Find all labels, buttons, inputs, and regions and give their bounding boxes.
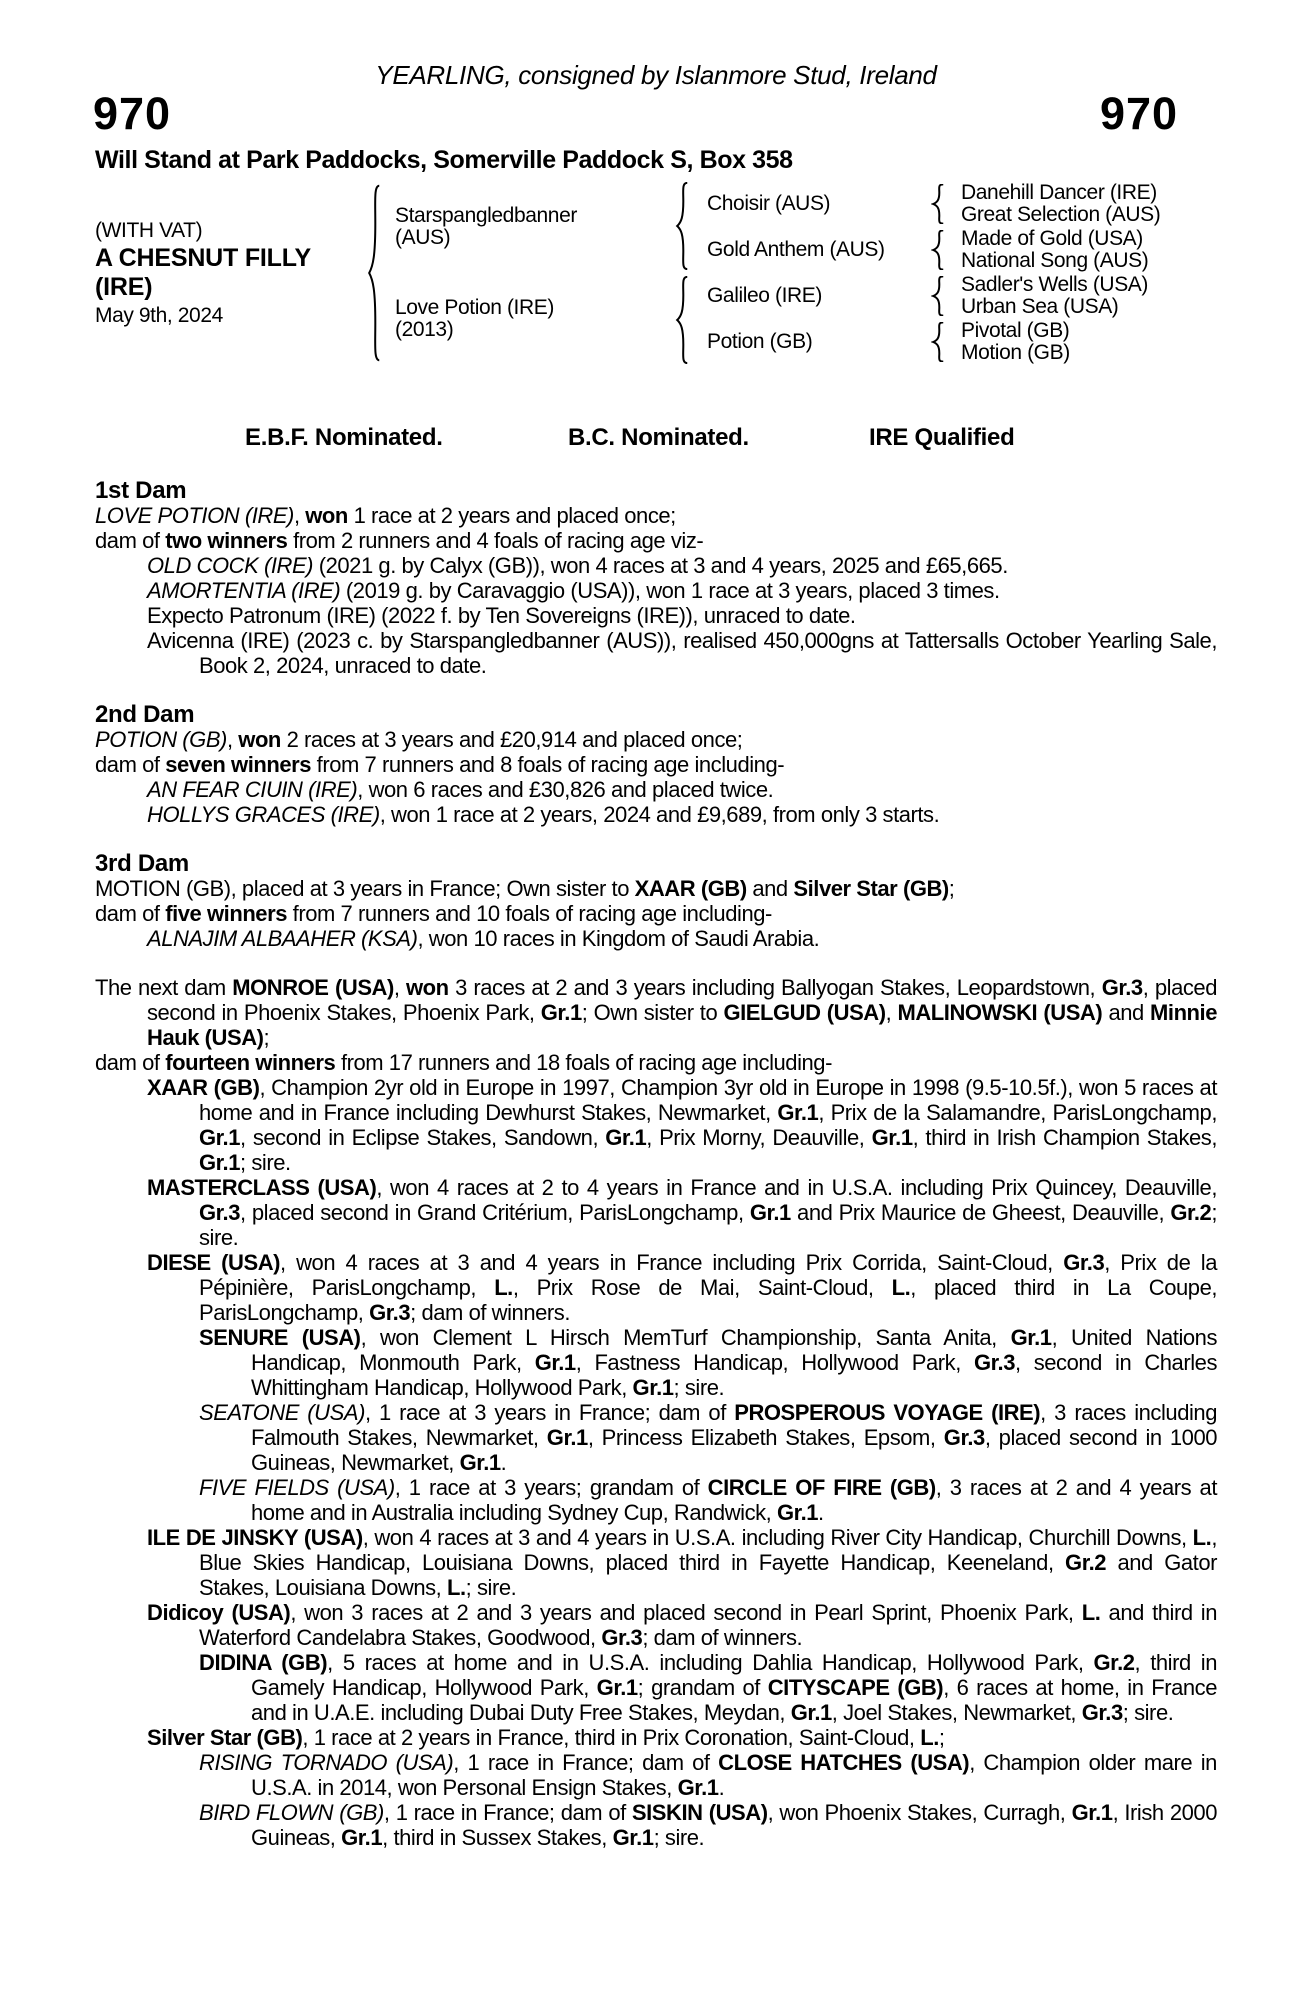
section-heading: 1st Dam (95, 477, 187, 504)
text-run: , third in Gamely Handicap, Hollywood Park, (251, 1650, 1217, 1700)
text-run: L. (1081, 1600, 1101, 1625)
text-run: , won 4 races at 3 and 4 years in U.S.A. including River City Handicap, Churchill Downs, (362, 1525, 1193, 1550)
text-run: Expecto Patronum (IRE) (2022 f. by Ten Sovereigns (IRE)), unraced to date. (147, 603, 856, 628)
text-run: BIRD FLOWN (GB) (199, 1800, 384, 1825)
foaling-date: May 9th, 2024 (95, 304, 223, 327)
text-run: Gr.2 (1093, 1650, 1135, 1675)
text-run: , second in Eclipse Stakes, Sandown, (240, 1125, 606, 1150)
pedigree-brace (675, 182, 689, 270)
text-run: . (500, 1450, 507, 1475)
text-run: and third in Waterford Candelabra Stakes, Goodwood, (199, 1600, 1217, 1650)
page-title: YEARLING, consigned by Islanmore Stud, Ireland (375, 60, 937, 90)
great-grandparent-name: National Song (AUS) (961, 249, 1149, 272)
pedigree-paragraph (147, 1600, 1217, 1650)
text-run: , 1 race at 3 years; grandam of (394, 1475, 708, 1500)
text-run: ; sire. (240, 1150, 291, 1175)
text-run: ; grandam of (637, 1675, 768, 1700)
text-run: , (293, 503, 306, 528)
sire-name: Starspangledbanner (395, 204, 577, 227)
text-run: , won Phoenix Stakes, Curragh, (767, 1800, 1072, 1825)
text-run: (2021 g. by Calyx (GB)), won 4 races at 3 and 4 years, 2025 and £65,665. (313, 553, 1008, 578)
text-run: Avicenna (IRE) (2023 c. by Starspangledbanner (AUS)), realised 450,000gns at Tattersalls October Yearling Sale, Book 2, 2024, unraced to date. (147, 628, 1217, 678)
vat-note: (WITH VAT) (95, 219, 203, 242)
text-run: 2 races at 3 years and £20,914 and placed once; (280, 727, 743, 752)
nominations-line (95, 424, 1217, 452)
text-run: GIELGUD (USA) (723, 1000, 886, 1025)
grandparent-cell (707, 274, 895, 318)
text-run: AMORTENTIA (IRE) (147, 578, 341, 603)
text-run: HOLLYS GRACES (IRE) (147, 802, 380, 827)
text-run: OLD COCK (IRE) (147, 553, 314, 578)
text-run: , 3 races including Falmouth Stakes, Newmarket, (251, 1400, 1217, 1450)
text-run: PROSPEROUS VOYAGE (IRE) (734, 1400, 1041, 1425)
pedigree-paragraph (199, 1475, 1217, 1525)
text-run: and (1102, 1000, 1151, 1025)
text-run: Gr.1 (534, 1350, 576, 1375)
pedigree-paragraph (147, 1075, 1217, 1175)
text-run: LOVE POTION (IRE) (95, 503, 294, 528)
text-run: , 6 races at home, in France and in U.A.E. including Dubai Duty Free Stakes, Meydan, (251, 1675, 1218, 1725)
text-run: Gr.1 (749, 1200, 791, 1225)
text-run: Gr.1 (459, 1450, 501, 1475)
great-grandparent-name: Pivotal (GB) (961, 319, 1070, 342)
text-run: POTION (GB) (95, 727, 227, 752)
text-run: The next dam (95, 975, 233, 1000)
text-run: ; Own sister to (581, 1000, 724, 1025)
pedigree-paragraph (147, 603, 1217, 628)
text-run: , (226, 727, 239, 752)
text-run: , won 3 races at 2 and 3 years and placed second in Pearl Sprint, Phoenix Park, (290, 1600, 1082, 1625)
pedigree-paragraph (95, 975, 1217, 1050)
text-run: dam of (95, 1050, 166, 1075)
text-run: SISKIN (USA) (631, 1800, 768, 1825)
great-grandparent-name: Danehill Dancer (IRE) (961, 181, 1157, 204)
text-run: ; sire. (199, 1200, 1217, 1250)
text-run: , placed third in La Coupe, ParisLongchamp, (199, 1275, 1218, 1325)
text-run: , placed second in Grand Critérium, ParisLongchamp, (240, 1200, 750, 1225)
text-run: CIRCLE OF FIRE (GB) (707, 1475, 936, 1500)
pedigree-paragraph (147, 1525, 1217, 1600)
text-run: Gr.3 (199, 1200, 241, 1225)
sire-cell (395, 182, 630, 272)
great-grandparent-name: Motion (GB) (961, 341, 1070, 364)
grandparent-name: Galileo (IRE) (707, 284, 822, 307)
text-run: dam of (95, 901, 166, 926)
text-run: won (305, 503, 348, 528)
pedigree-text (95, 478, 1217, 1874)
pedigree-brace (931, 276, 945, 316)
pedigree-brace (931, 184, 945, 224)
text-run: , won Clement L Hirsch MemTurf Championship, Santa Anita, (360, 1325, 1011, 1350)
text-run: L. (1192, 1525, 1212, 1550)
text-run: won (238, 727, 281, 752)
text-run: ; sire. (673, 1375, 725, 1400)
text-run: Gr.1 (632, 1375, 674, 1400)
text-run: won (406, 975, 449, 1000)
text-run: , 3 races at 2 and 4 years at home and in Australia including Sydney Cup, Randwick, (251, 1475, 1217, 1525)
pedigree-paragraph (95, 752, 1217, 777)
text-run: (2019 g. by Caravaggio (USA)), won 1 race at 3 years, placed 3 times. (340, 578, 1000, 603)
text-run: ILE DE JINSKY (USA) (147, 1525, 363, 1550)
text-run: Gr.3 (369, 1300, 411, 1325)
text-run: Gr.1 (777, 1100, 819, 1125)
text-run: and Prix Maurice de Gheest, Deauville, (790, 1200, 1171, 1225)
text-run: Gr.1 (199, 1125, 241, 1150)
text-run: , won 10 races in Kingdom of Saudi Arabia. (417, 926, 820, 951)
pedigree-paragraph (147, 628, 1217, 678)
text-run: , third in Irish Champion Stakes, (912, 1125, 1217, 1150)
great-grandparent-pair (961, 274, 1217, 318)
text-run: L. (494, 1275, 513, 1300)
text-run: ; (948, 876, 955, 901)
horse-name: A CHESNUT FILLY (95, 244, 311, 272)
text-run: Gr.1 (199, 1150, 241, 1175)
text-run: , United Nations Handicap, Monmouth Park, (251, 1325, 1218, 1375)
text-run: L. (920, 1725, 939, 1750)
dam-section (95, 975, 1217, 1850)
pedigree-parents-column (395, 182, 630, 364)
pedigree-paragraph (95, 528, 1217, 553)
text-run: . (718, 1775, 725, 1800)
pedigree-paragraph (95, 901, 1217, 926)
text-run: , Prix Morny, Deauville, (646, 1125, 872, 1150)
text-run: ; dam of winners. (410, 1300, 571, 1325)
text-run: , Princess Elizabeth Stakes, Epsom, (587, 1425, 944, 1450)
lot-number-left: 970 (93, 88, 172, 139)
text-run: , Prix Rose de Mai, Saint-Cloud, (512, 1275, 892, 1300)
text-run: Gr.3 (943, 1425, 985, 1450)
pedigree-paragraph (147, 553, 1217, 578)
text-run: FIVE FIELDS (USA) (199, 1475, 395, 1500)
text-run: ; dam of winners. (642, 1625, 803, 1650)
great-grandparent-pair (961, 228, 1217, 272)
pedigree-paragraph (147, 578, 1217, 603)
text-run: , 1 race in France; dam of (383, 1800, 632, 1825)
pedigree-paragraph (95, 876, 1217, 901)
text-run: Gr.2 (1170, 1200, 1212, 1225)
text-run: Minnie Hauk (USA) (147, 1000, 1217, 1050)
text-run: dam of (95, 752, 166, 777)
text-run: , Prix de la Salamandre, ParisLongchamp, (818, 1100, 1217, 1125)
text-run: Gr.1 (540, 1000, 582, 1025)
pedigree-paragraph (147, 926, 1217, 951)
great-grandparent-name: Great Selection (AUS) (961, 203, 1161, 226)
text-run: RISING TORNADO (USA) (199, 1750, 454, 1775)
pedigree-paragraph (147, 777, 1217, 802)
text-run: SENURE (USA) (199, 1325, 361, 1350)
dam-section (95, 851, 1217, 951)
text-run: 3 races at 2 and 3 years including Ballyogan Stakes, Leopardstown, (448, 975, 1102, 1000)
text-run: , (885, 1000, 898, 1025)
horse-country-suffix: (IRE) (95, 273, 153, 301)
text-run: , Fastness Handicap, Hollywood Park, (575, 1350, 974, 1375)
text-run: MONROE (USA) (232, 975, 394, 1000)
text-run: MALINOWSKI (USA) (897, 1000, 1103, 1025)
text-run: Gr.3 (1101, 975, 1143, 1000)
text-run: Gr.1 (596, 1675, 638, 1700)
text-run: five winners (165, 901, 287, 926)
text-run: , (393, 975, 407, 1000)
text-run: fourteen winners (165, 1050, 336, 1075)
text-run: and Gator Stakes, Louisiana Downs, (199, 1550, 1217, 1600)
text-run: ; sire. (1122, 1700, 1174, 1725)
great-grandparent-name: Sadler's Wells (USA) (961, 273, 1148, 296)
pedigree-paragraph (147, 1175, 1217, 1250)
great-grandparent-pair (961, 182, 1217, 226)
pedigree-table (95, 182, 1217, 364)
pedigree-grandparents-column (707, 182, 895, 364)
pedigree-subject-column (95, 182, 357, 364)
text-run: , third in Sussex Stakes, (382, 1825, 613, 1850)
text-run: Gr.1 (605, 1125, 647, 1150)
great-grandparent-name: Urban Sea (USA) (961, 295, 1119, 318)
text-run: from 2 runners and 4 foals of racing age viz- (287, 528, 704, 553)
stand-location-line: Will Stand at Park Paddocks, Somerville Paddock S, Box 358 (95, 146, 793, 174)
text-run: XAAR (GB) (147, 1075, 260, 1100)
text-run: . (818, 1500, 824, 1525)
text-run: , won 4 races at 2 to 4 years in France and in U.S.A. including Prix Quincey, Deauville, (376, 1175, 1218, 1200)
text-run: Silver Star (GB) (793, 876, 949, 901)
section-heading: 3rd Dam (95, 850, 189, 877)
text-run: DIDINA (GB) (199, 1650, 328, 1675)
sire-suffix: (AUS) (395, 226, 451, 249)
grandparent-name: Choisir (AUS) (707, 192, 831, 215)
text-run: Gr.1 (777, 1500, 819, 1525)
text-run: and (746, 876, 794, 901)
pedigree-paragraph (199, 1750, 1217, 1800)
pedigree-paragraph (199, 1650, 1217, 1725)
text-run: ALNAJIM ALBAAHER (KSA) (147, 926, 418, 951)
pedigree-paragraph (95, 727, 1217, 752)
text-run: Gr.3 (1063, 1250, 1105, 1275)
text-run: Didicoy (USA) (147, 1600, 291, 1625)
ire-qualified: IRE Qualified (869, 424, 1015, 451)
text-run: , Blue Skies Handicap, Louisiana Downs, placed third in Fayette Handicap, Keeneland, (199, 1525, 1217, 1575)
text-run: L. (447, 1575, 466, 1600)
text-run: , 1 race at 3 years in France; dam of (364, 1400, 735, 1425)
text-run: , 1 race at 2 years in France, third in Prix Coronation, Saint-Cloud, (302, 1725, 921, 1750)
text-run: seven winners (165, 752, 312, 777)
text-run: XAAR (GB) (634, 876, 747, 901)
pedigree-paragraph (147, 802, 1217, 827)
text-run: ; sire. (465, 1575, 517, 1600)
pedigree-paragraph (95, 1050, 1217, 1075)
text-run: , 5 races at home and in U.S.A. including Dahlia Handicap, Hollywood Park, (327, 1650, 1094, 1675)
text-run: Gr.3 (1081, 1700, 1123, 1725)
pedigree-brace (675, 276, 689, 364)
text-run: , second in Charles Whittingham Handicap, Hollywood Park, (251, 1350, 1217, 1400)
text-run: two winners (165, 528, 288, 553)
grandparent-cell (707, 228, 895, 272)
text-run: Gr.3 (973, 1350, 1015, 1375)
text-run: , won 1 race at 2 years, 2024 and £9,689, from only 3 starts. (379, 802, 940, 827)
pedigree-brace (367, 184, 381, 362)
text-run: , placed second in Phoenix Stakes, Phoenix Park, (147, 975, 1217, 1025)
grandparent-cell (707, 320, 895, 364)
text-run: , Prix de la Pépinière, ParisLongchamp, (199, 1250, 1217, 1300)
great-grandparent-pair (961, 320, 1217, 364)
text-run: from 7 runners and 10 foals of racing age including- (287, 901, 772, 926)
dam-name: Love Potion (IRE) (395, 296, 554, 319)
text-run: , placed second in 1000 Guineas, Newmarket, (251, 1425, 1218, 1475)
text-run: Gr.1 (871, 1125, 913, 1150)
pedigree-paragraph (147, 1250, 1217, 1325)
dam-cell (395, 274, 630, 364)
text-run: AN FEAR CIUIN (IRE) (147, 777, 358, 802)
text-run: ; sire. (653, 1825, 705, 1850)
text-run: Gr.3 (601, 1625, 643, 1650)
grandparent-name: Gold Anthem (AUS) (707, 238, 885, 261)
text-run: Silver Star (GB) (147, 1725, 303, 1750)
text-run: MOTION (GB), placed at 3 years in France; Own sister to (95, 876, 635, 901)
text-run: Gr.1 (1071, 1800, 1113, 1825)
grandparent-name: Potion (GB) (707, 330, 813, 353)
text-run: from 7 runners and 8 foals of racing age including- (311, 752, 785, 777)
text-run: SEATONE (USA) (199, 1400, 365, 1425)
text-run: ; (263, 1025, 270, 1050)
text-run: L. (891, 1275, 911, 1300)
great-grandparent-name: Made of Gold (USA) (961, 227, 1143, 250)
text-run: Gr.1 (546, 1425, 588, 1450)
text-run: Gr.1 (790, 1700, 832, 1725)
text-run: DIESE (USA) (147, 1250, 281, 1275)
text-run: Gr.1 (1010, 1325, 1052, 1350)
text-run: ; (938, 1725, 945, 1750)
dam-year: (2013) (395, 318, 454, 341)
text-run: , Joel Stakes, Newmarket, (831, 1700, 1082, 1725)
text-run: Gr.1 (677, 1775, 719, 1800)
pedigree-great-grandparents-column (961, 182, 1217, 364)
text-run: , Champion older mare in U.S.A. in 2014, won Personal Ensign Stakes, (251, 1750, 1217, 1800)
ebf-nomination: E.B.F. Nominated. (245, 424, 443, 451)
text-run: , won 6 races and £30,826 and placed twice. (357, 777, 774, 802)
pedigree-paragraph (199, 1400, 1217, 1475)
pedigree-brace (931, 230, 945, 270)
text-run: CITYSCAPE (GB) (767, 1675, 944, 1700)
text-run: Gr.1 (612, 1825, 654, 1850)
section-heading: 2nd Dam (95, 701, 195, 728)
text-run: from 17 runners and 18 foals of racing age including- (335, 1050, 832, 1075)
text-run: Gr.1 (341, 1825, 383, 1850)
bc-nomination: B.C. Nominated. (568, 424, 749, 451)
pedigree-paragraph (199, 1800, 1217, 1850)
text-run: Gr.2 (1065, 1550, 1107, 1575)
text-run: , won 4 races at 3 and 4 years in France including Prix Corrida, Saint-Cloud, (280, 1250, 1064, 1275)
text-run: , Champion 2yr old in Europe in 1997, Champion 3yr old in Europe in 1998 (9.5-10.5f.), won 5 races at home and in France including Dewhurst Stakes, Newmarket, (199, 1075, 1217, 1125)
pedigree-paragraph (199, 1325, 1217, 1400)
pedigree-paragraph (147, 1725, 1217, 1750)
text-run: MASTERCLASS (USA) (147, 1175, 377, 1200)
lot-number-right: 970 (1100, 88, 1179, 139)
dam-section (95, 478, 1217, 678)
text-run: 1 race at 2 years and placed once; (347, 503, 676, 528)
dam-section (95, 702, 1217, 827)
text-run: dam of (95, 528, 166, 553)
pedigree-brace (931, 322, 945, 362)
text-run: CLOSE HATCHES (USA) (718, 1750, 970, 1775)
text-run: , Irish 2000 Guineas, (251, 1800, 1217, 1850)
text-run: , 1 race in France; dam of (453, 1750, 719, 1775)
grandparent-cell (707, 182, 895, 226)
pedigree-paragraph (95, 503, 1217, 528)
